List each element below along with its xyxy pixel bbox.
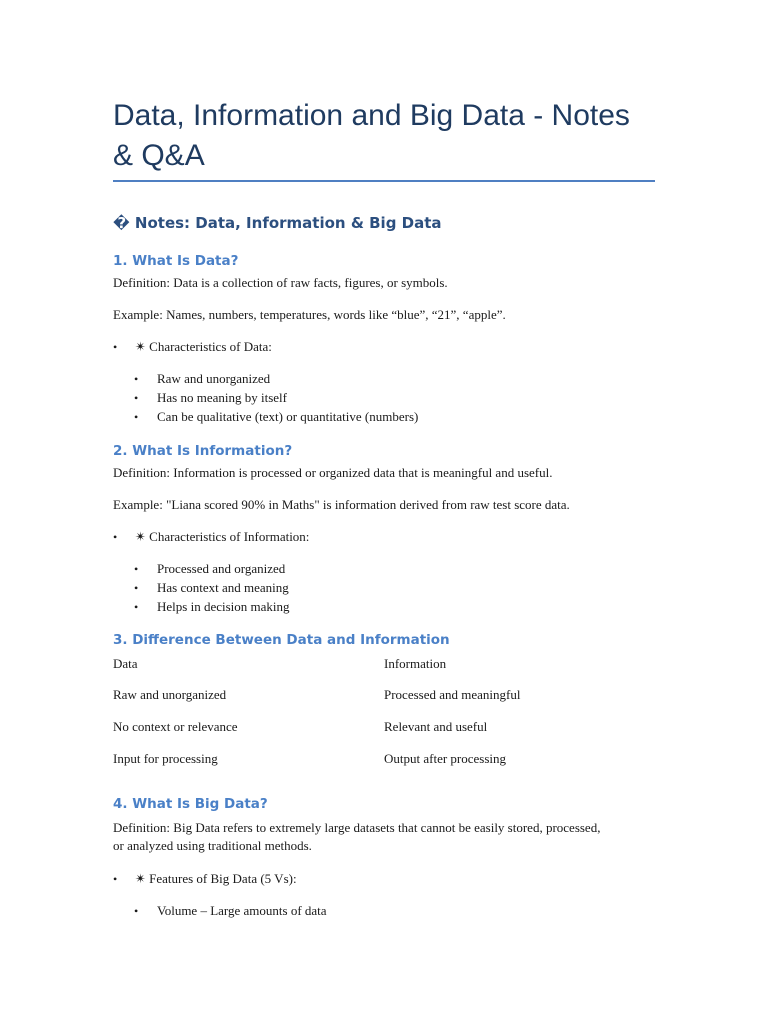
bullet-icon: • bbox=[134, 391, 139, 405]
section-heading-what-is-data: 1. What Is Data? bbox=[113, 253, 239, 269]
list-item-text: Helps in decision making bbox=[157, 599, 290, 614]
list-item-text: Raw and unorganized bbox=[157, 371, 271, 386]
bullet-icon: • bbox=[134, 581, 139, 595]
bullet-icon: • bbox=[134, 600, 139, 614]
data-example: Example: Names, numbers, temperatures, words like “blue”, “21”, “apple”. bbox=[113, 307, 506, 322]
bullet-icon: • bbox=[113, 530, 118, 544]
table-header-cell: Data bbox=[113, 656, 138, 671]
list-item-text: Volume – Large amounts of data bbox=[157, 903, 327, 918]
table-cell: Input for processing bbox=[113, 751, 218, 766]
section-heading-difference: 3. Difference Between Data and Information bbox=[113, 632, 450, 648]
table-cell: No context or relevance bbox=[113, 719, 238, 734]
data-characteristics-label: ✴ Characteristics of Data: bbox=[135, 339, 272, 354]
list-item-text: Has no meaning by itself bbox=[157, 390, 287, 405]
table-cell: Processed and meaningful bbox=[384, 687, 521, 702]
list-item-text: Processed and organized bbox=[157, 561, 286, 576]
notes-heading: � Notes: Data, Information & Big Data bbox=[113, 214, 442, 232]
bullet-icon: • bbox=[134, 904, 139, 918]
bullet-icon: • bbox=[113, 872, 118, 886]
information-example: Example: "Liana scored 90% in Maths" is information derived from raw test score data. bbox=[113, 497, 570, 512]
bullet-icon: • bbox=[113, 340, 118, 354]
bullet-icon: • bbox=[134, 410, 139, 424]
information-characteristics-label: ✴ Characteristics of Information: bbox=[135, 529, 310, 544]
table-cell: Relevant and useful bbox=[384, 719, 488, 734]
data-definition: Definition: Data is a collection of raw facts, figures, or symbols. bbox=[113, 275, 448, 290]
section-heading-what-is-big-data: 4. What Is Big Data? bbox=[113, 796, 268, 812]
list-item-text: Can be qualitative (text) or quantitative (numbers) bbox=[157, 409, 419, 424]
list-item-text: Has context and meaning bbox=[157, 580, 289, 595]
document-title: Data, Information and Big Data - Notes & Q&A bbox=[113, 99, 630, 172]
bullet-icon: • bbox=[134, 562, 139, 576]
big-data-definition: Definition: Big Data refers to extremely large datasets that cannot be easily stored, processed, or analyzed using traditional methods. bbox=[113, 820, 601, 853]
table-cell: Raw and unorganized bbox=[113, 687, 227, 702]
information-definition: Definition: Information is processed or organized data that is meaningful and useful. bbox=[113, 465, 553, 480]
bullet-icon: • bbox=[134, 372, 139, 386]
big-data-features-label: ✴ Features of Big Data (5 Vs): bbox=[135, 871, 297, 886]
section-heading-what-is-information: 2. What Is Information? bbox=[113, 443, 293, 459]
table-header-cell: Information bbox=[384, 656, 447, 671]
title-underline bbox=[113, 180, 655, 182]
table-cell: Output after processing bbox=[384, 751, 507, 766]
